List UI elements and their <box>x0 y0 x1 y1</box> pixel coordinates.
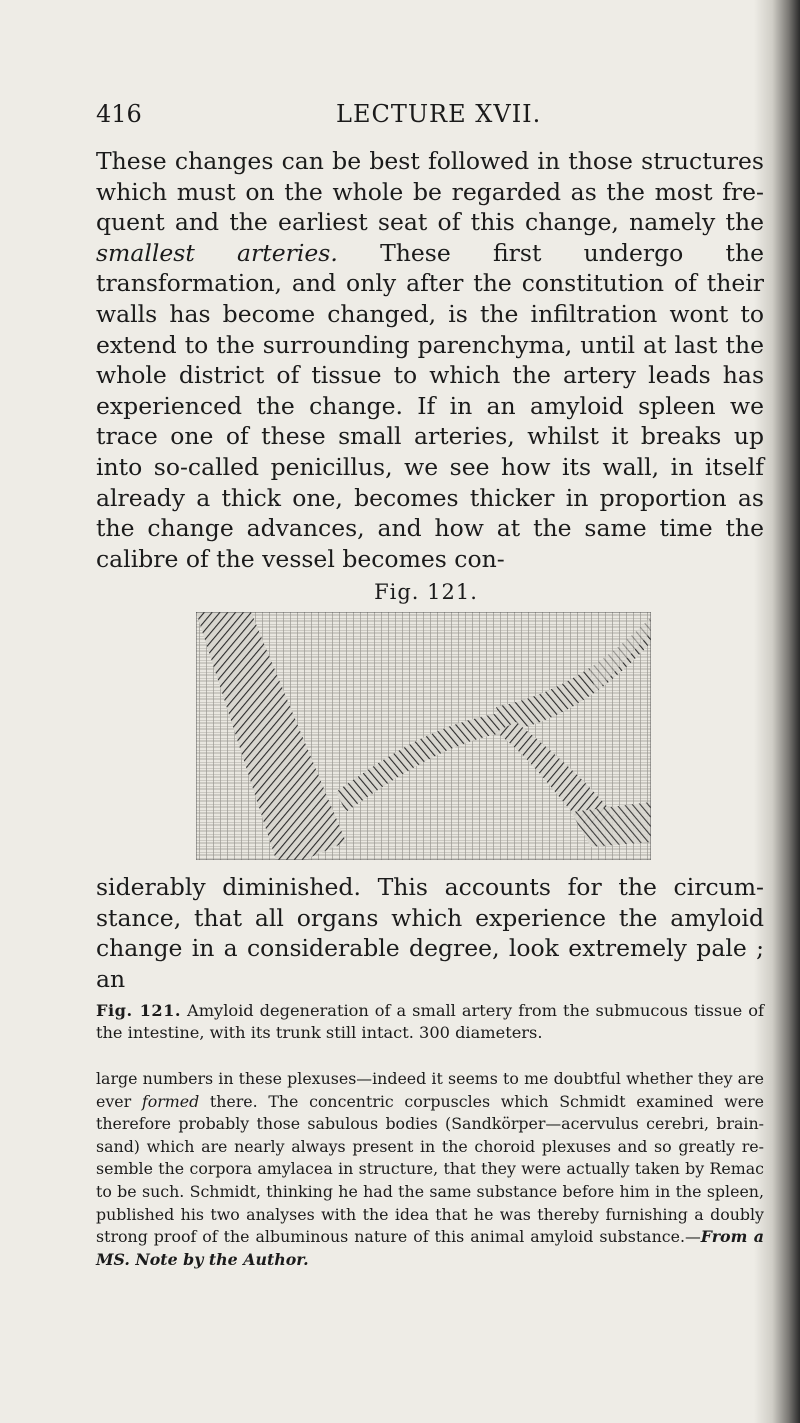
figure-label: Fig. 121. <box>374 580 478 604</box>
artery-illustration <box>196 612 651 860</box>
body-emphasis: smallest arteries. <box>96 238 338 267</box>
footnote-emphasis: formed <box>141 1091 200 1111</box>
body-text-1b: These first undergo the transformation, and only after the constitution of their walls has become changed, is the infiltration wont to extend to the surrounding parenchyma, until at last the whole district of tissue to which the artery leads has experienced the change. If in an amyloid spleen we trace one of these small arteries, whilst it breaks up into so-called penicillus, we see how its wall, in itself already a thick one, becomes thicker in proportion as the change advances, and how at the same time the calibre of the vessel becomes con- <box>96 238 764 573</box>
body-paragraph-1 <box>96 146 764 574</box>
running-title: LECTURE XVII. <box>336 100 542 128</box>
footnote-text-b: there. The concentric corpuscles which Schmidt examined were therefore probably those sabulous bodies (Sandkörper—acervulus cerebri, brain-sand) which are nearly always present in the choroid plexuses and so greatly resemble the corpora amylacea in structure, that they were actually taken by Remac to be such. Schmidt, thinking he had the same substance before him in the spleen, published his two analyses with the idea that he was thereby furnishing a doubly strong proof of the albuminous nature of this animal amyloid substance.— <box>96 1091 764 1247</box>
body-text-1a: These changes can be best followed in those structures which must on the whole be regarded as the most frequent and the earliest seat of this change, namely the <box>96 147 764 237</box>
footnote-source: From a MS. Note by the Author. <box>96 1227 764 1269</box>
footnote <box>96 1068 764 1271</box>
figure-caption <box>96 1000 764 1044</box>
page-number: 416 <box>96 100 142 128</box>
running-header <box>86 100 766 134</box>
caption-text: Amyloid degeneration of a small artery from the submucous tissue of the intestine, with its trunk still intact. 300 diameters. <box>96 1001 764 1042</box>
body-paragraph-2: siderably diminished. This accounts for the circumstance, that all organs which experience the amyloid change in a considerable degree, look extremely pale ; an <box>96 873 764 993</box>
book-page <box>86 0 766 1423</box>
footnote-text-a: large numbers in these plexuses—indeed it seems to me doubtful whether they are ever <box>96 1069 764 1111</box>
caption-label: Fig. 121. <box>96 1001 182 1020</box>
